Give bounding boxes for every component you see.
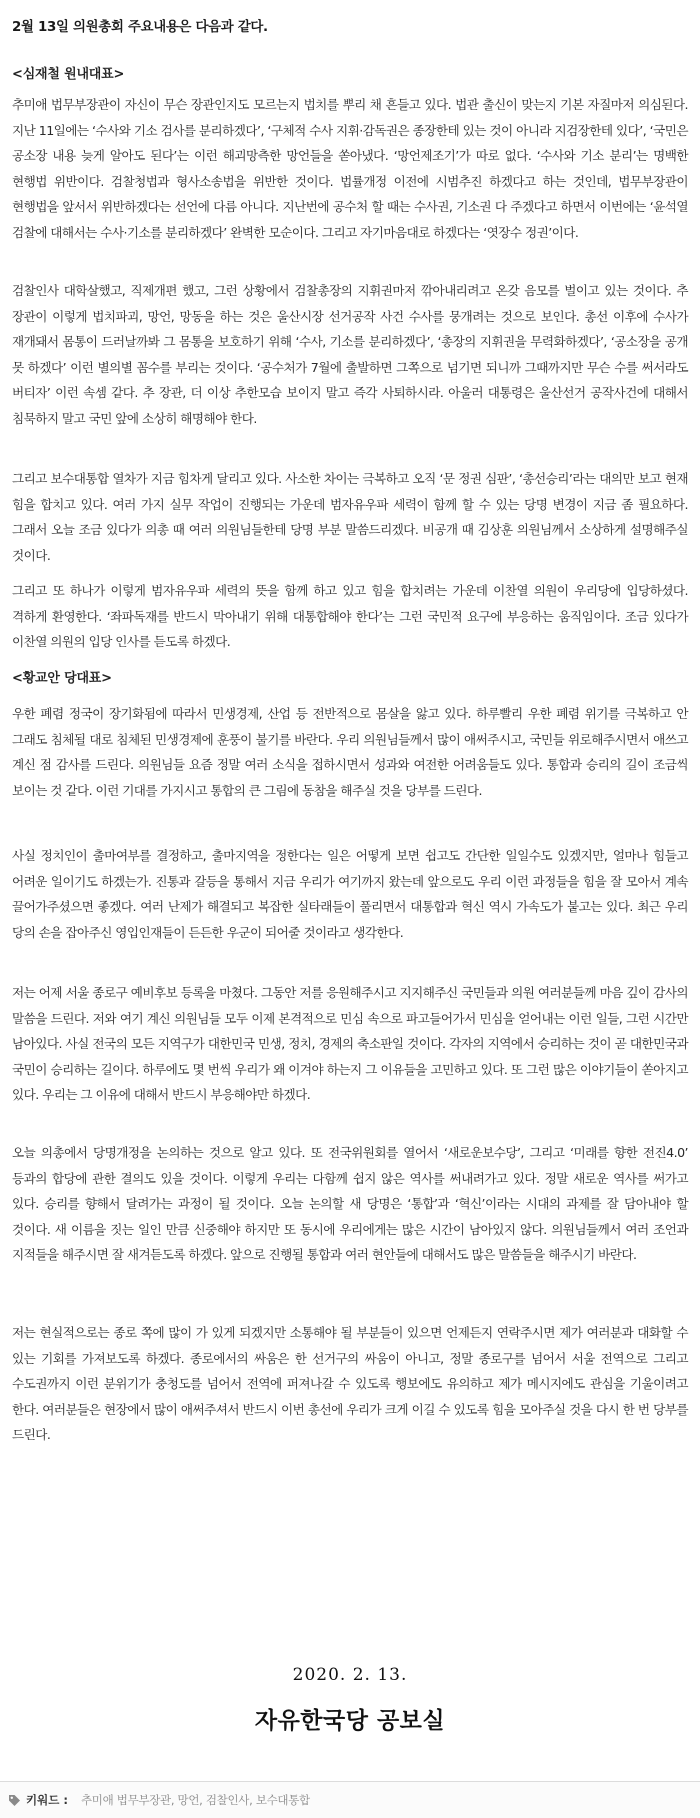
issuer-office: 자유한국당 공보실 xyxy=(254,1708,446,1734)
paragraph: 저는 어제 서울 종로구 예비후보 등록을 마쳤다. 그동안 저를 응원해주시고 지지해주신 국민들과 의원 여러분들께 마음 깊이 감사의 말씀을 드린다. 저와 여기 계신 의원님들 모두 이제 본격적으로 민심 속으로 파고들어가서 민심을 얻어내는 이런 일들, 그런 시간만 남아있다. 사실 전국의 모든 지역구가 대한민국 민생, 정치, 경제의 축소판일 것이다. 각자의 지역에서 승리하는 것이 곧 대한민국과 국민이 승리하는 길이다. 하루에도 몇 번씩 우리가 왜 이겨야 하는지 그 이유들을 고민하고 있다. 또 그런 많은 이야기들이 쏟아지고 있다. 우리는 그 이유에 대해서 반드시 부응해야만 하겠다. xyxy=(12,985,688,1103)
paragraph: 그리고 보수대통합 열차가 지금 힘차게 달리고 있다. 사소한 차이는 극복하고 오직 ‘문 정권 심판’, ‘총선승리’라는 대의만 보고 현재 힘을 합치고 있다. 여러 가지 실무 작업이 진행되는 가운데 범자유우파 세력이 함께 할 수 있는 당명 변경이 지금 좀 필요하다. 그래서 오늘 조금 있다가 의총 때 여러 의원님들한테 당명 부분 말씀드리겠다. 비공개 때 김상훈 의원님께서 소상하게 설명해주실 것이다. xyxy=(12,471,688,563)
keywords-bar xyxy=(0,1781,700,1818)
paragraph: 우한 폐렴 정국이 장기화됨에 따라서 민생경제, 산업 등 전반적으로 몸살을 앓고 있다. 하루빨리 우한 폐렴 위기를 극복하고 안 그래도 침체될 대로 침체된 민생경제에 훈풍이 불기를 바란다. 우리 의원님들께서 많이 애써주시고, 국민들 위로해주시면서 애쓰고 계신 점 감사를 드린다. 의원님들 요즘 정말 여러 소식을 접하시면서 성과와 여전한 어려움들도 있다. 통합과 승리의 길이 조금씩 보이는 것 같다. 이런 기대를 가지시고 통합의 큰 그림에 동참을 해주실 것을 당부를 드린다. xyxy=(12,706,688,798)
tag-icon xyxy=(8,1792,21,1805)
intro-line: 2월 13일 의원총회 주요내용은 다음과 같다. xyxy=(12,20,268,35)
paragraph: 검찰인사 대학살했고, 직제개편 했고, 그런 상황에서 검찰총장의 지휘권마저 깎아내리려고 온갖 음모를 벌이고 있는 것이다. 추 장관이 이렇게 법치파괴, 망언, 망동을 하는 것은 울산시장 선거공작 사건 수사를 뭉개려는 것으로 보인다. 총선 이후에 수사가 재개돼서 몸통이 드러날까봐 그 몸통을 보호하기 위해 ‘수사, 기소를 분리하겠다’, ‘총장의 지휘권을 무력화하겠다’, ‘공소장을 공개 못 하겠다’ 이런 별의별 꼼수를 부리는 것이다. ‘공수처가 7월에 출발하면 그쪽으로 넘기면 되니까 그때까지만 무슨 수를 써서라도 버티자’ 이런 속셈 같다. 추 장관, 더 이상 추한모습 보이지 말고 즉각 사퇴하시라. 아울러 대통령은 울산선거 공작사건에 대해서 침묵하지 말고 국민 앞에 소상히 해명해야 한다. xyxy=(12,283,688,426)
paragraph: 사실 정치인이 출마여부를 결정하고, 출마지역을 정한다는 일은 어떻게 보면 쉽고도 간단한 일일수도 있겠지만, 얼마나 힘들고 어려운 일이기도 하겠는가. 진통과 갈등을 통해서 지금 우리가 여기까지 왔는데 앞으로도 우리 이런 과정들을 힘을 잘 모아서 계속 끌어가주셨으면 좋겠다. 여러 난제가 해결되고 복잡한 실타래들이 풀리면서 대통합과 혁신 역시 가속도가 붙고는 있다. 최근 우리 당의 손을 잡아주신 영입인재들이 든든한 우군이 되어줄 것이라고 생각한다. xyxy=(12,848,688,940)
section-heading-party-leader: <황교안 당대표> xyxy=(12,671,112,686)
keywords-label: 키워드 : xyxy=(26,1793,68,1807)
paragraph: 저는 현실적으로는 종로 쪽에 많이 가 있게 되겠지만 소통해야 될 부분들이 있으면 언제든지 연락주시면 제가 여러분과 대화할 수 있는 기회를 가져보도록 하겠다. 종로에서의 싸움은 한 선거구의 싸움이 아니고, 정말 종로구를 넘어서 서울 전역으로 그리고 수도권까지 이런 분위기가 충청도를 넘어서 전역에 퍼져나갈 수 있도록 행보에도 유의하고 제가 메시지에도 관심을 기울이려고 한다. 여러분들은 현장에서 많이 애써주셔서 반드시 이번 총선에 우리가 크게 이길 수 있도록 힘을 모아주실 것을 다시 한 번 당부를 드린다. xyxy=(12,1325,688,1443)
paragraph: 추미애 법무부장관이 자신이 무슨 장관인지도 모르는지 법치를 뿌리 채 흔들고 있다. 법관 출신이 맞는지 기본 자질마저 의심된다. 지난 11일에는 ‘수사와 기소 검사를 분리하겠다’, ‘구체적 수사 지휘·감독권은 종장한테 있는 것이 아니라 지검장한테 있다’, ‘국민은 공소장 내용 늦게 알아도 된다’는 이런 해괴망측한 망언들을 쏟아냈다. ‘망언제조기’가 따로 없다. ‘수사와 기소 분리’는 명백한 현행법 위반이다. 검찰청법과 형사소송법을 위반한 것이다. 법률개정 이전에 시범추진 하겠다고 하는 것인데, 법무부장관이 현행법을 앞서서 위반하겠다는 선언에 다름 아니다. 지난번에 공수처 할 때는 수사권, 기소권 다 주겠다고 하면서 이번에는 ‘윤석열 검찰에 대해서는 수사·기소를 분리하겠다’ 완벽한 모순이다. 그리고 자기마음대로 하겠다는 ‘엿장수 정권’이다. xyxy=(12,97,688,240)
release-date: 2020. 2. 13. xyxy=(292,1665,408,1685)
paragraph: 오늘 의총에서 당명개정을 논의하는 것으로 알고 있다. 또 전국위원회를 열어서 ‘새로운보수당’, 그리고 ‘미래를 향한 전진4.0’ 등과의 합당에 관한 결의도 있을 것이다. 이렇게 우리는 다함께 쉽지 않은 역사를 써내려가고 있다. 정말 새로운 역사를 써가고 있다. 승리를 향해서 달려가는 과정이 될 것이다. 오늘 논의할 새 당명은 ‘통합’과 ‘혁신’이라는 시대의 과제를 잘 담아내야 할 것이다. 새 이름을 짓는 일인 만큼 신중해야 하지만 또 동시에 우리에게는 많은 시간이 남아있지 않다. 의원님들께서 여러 조언과 지적들을 해주시면 잘 새겨듣도록 하겠다. 앞으로 진행될 통합과 여러 현안들에 대해서도 많은 말씀들을 해주시기 바란다. xyxy=(12,1145,688,1263)
paragraph: 그리고 또 하나가 이렇게 범자유우파 세력의 뜻을 함께 하고 있고 힘을 합치려는 가운데 이찬열 의원이 우리당에 입당하셨다. 격하게 환영한다. ‘좌파독재를 반드시 막아내기 위해 대통합해야 한다’는 그런 국민적 요구에 부응하는 움직임이다. 조금 있다가 이찬열 의원의 입당 인사를 듣도록 하겠다. xyxy=(12,583,688,650)
keywords-list[interactable]: 추미애 법무부장관, 망언, 검찰인사, 보수대통합 xyxy=(81,1793,310,1807)
section-heading-floor-leader: <심재철 원내대표> xyxy=(12,67,125,82)
